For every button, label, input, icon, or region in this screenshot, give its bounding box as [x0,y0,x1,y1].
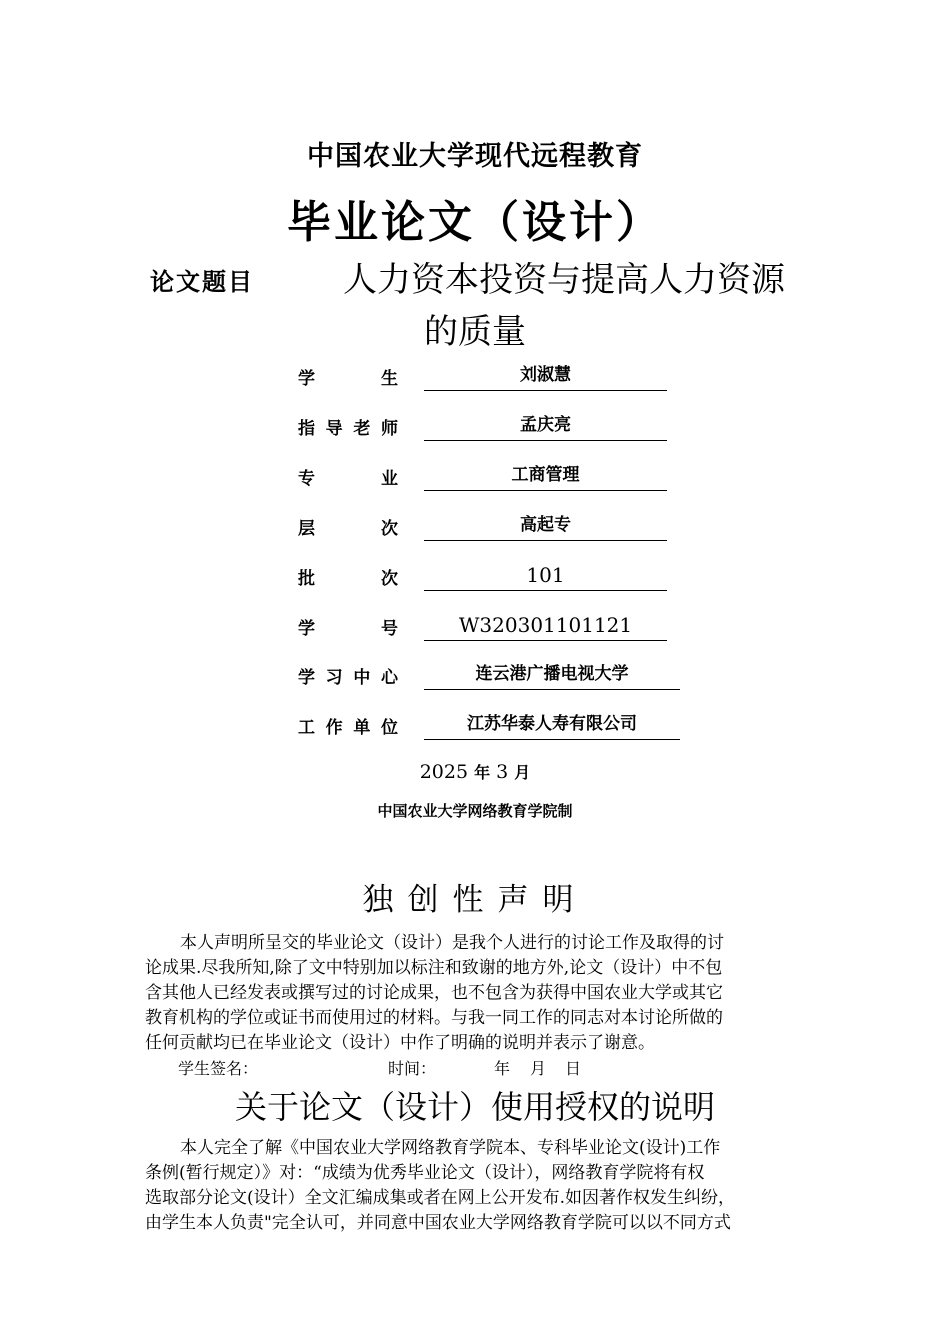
signature-label: 学生签名： [178,1059,259,1078]
field-label-major: 专 业 [298,469,398,489]
field-label-level: 层 次 [298,519,398,539]
document-type-title: 毕业论文（设计） [287,197,663,248]
field-label-advisor: 指 导 老 师 [298,419,398,439]
field-label-student-id: 学 号 [298,619,398,639]
field-label-employer: 工 作 单 位 [298,718,398,738]
year-char: 年 [494,1059,511,1078]
date-month-unit: 月 [514,763,531,782]
time-label: 时间： [388,1059,437,1078]
field-value-student-id: W320301101121 [424,613,667,641]
thesis-topic-line-2: 的质量 [424,312,526,352]
field-value-batch: 101 [424,563,667,591]
date-year-unit: 年 [474,763,491,782]
month-char: 月 [530,1059,547,1078]
date-month: 3 [496,761,509,783]
day-char: 日 [565,1059,582,1078]
field-value-advisor: 孟庆亮 [424,413,667,441]
field-label-batch: 批 次 [298,569,398,589]
declaration-line: 任何贡献均已在毕业论文（设计）中作了明确的说明并表示了谢意。 [145,1033,655,1053]
field-label-student: 学 生 [298,369,398,389]
authorization-line: 本人完全了解《中国农业大学网络教育学院本、专科毕业论文(设计)工作 [180,1138,721,1158]
date-year: 2025 [419,761,469,783]
declaration-line: 教育机构的学位或证书而使用过的材料。与我一同工作的同志对本讨论所做的 [145,1008,723,1028]
institute-credit: 中国农业大学网络教育学院制 [377,802,573,820]
declaration-title: 独创性声明 [362,882,588,918]
field-value-employer: 江苏华泰人寿有限公司 [424,712,680,740]
field-value-student: 刘淑慧 [424,363,667,391]
field-value-study-center: 连云港广播电视大学 [424,662,680,690]
declaration-line: 含其他人已经发表或撰写过的讨论成果，也不包含为获得中国农业大学或其它 [145,983,723,1003]
authorization-line: 由学生本人负责"完全认可，并同意中国农业大学网络教育学院可以以不同方式 [145,1213,731,1233]
authorization-title: 关于论文（设计）使用授权的说明 [234,1088,715,1126]
field-label-study-center: 学 习 中 心 [298,668,398,688]
thesis-topic-line-1: 人力资本投资与提高人力资源 [343,260,785,300]
authorization-line: 选取部分论文(设计）全文汇编成集或者在网上公开发布.如因著作权发生纠纷， [145,1188,736,1208]
school-header: 中国农业大学现代远程教育 [307,141,643,172]
authorization-line: 条例(暂行规定）》对：“成绩为优秀毕业论文（设计），网络教育学院将有权 [145,1163,705,1183]
thesis-topic-label: 论文题目 [150,268,254,296]
declaration-line: 本人声明所呈交的毕业论文（设计）是我个人进行的讨论工作及取得的讨 [180,933,724,953]
submission-date [0,760,950,783]
field-value-major: 工商管理 [424,463,667,491]
declaration-line: 论成果.尽我所知,除了文中特别加以标注和致谢的地方外,论文（设计）中不包 [145,958,723,978]
field-value-level: 高起专 [424,513,667,541]
